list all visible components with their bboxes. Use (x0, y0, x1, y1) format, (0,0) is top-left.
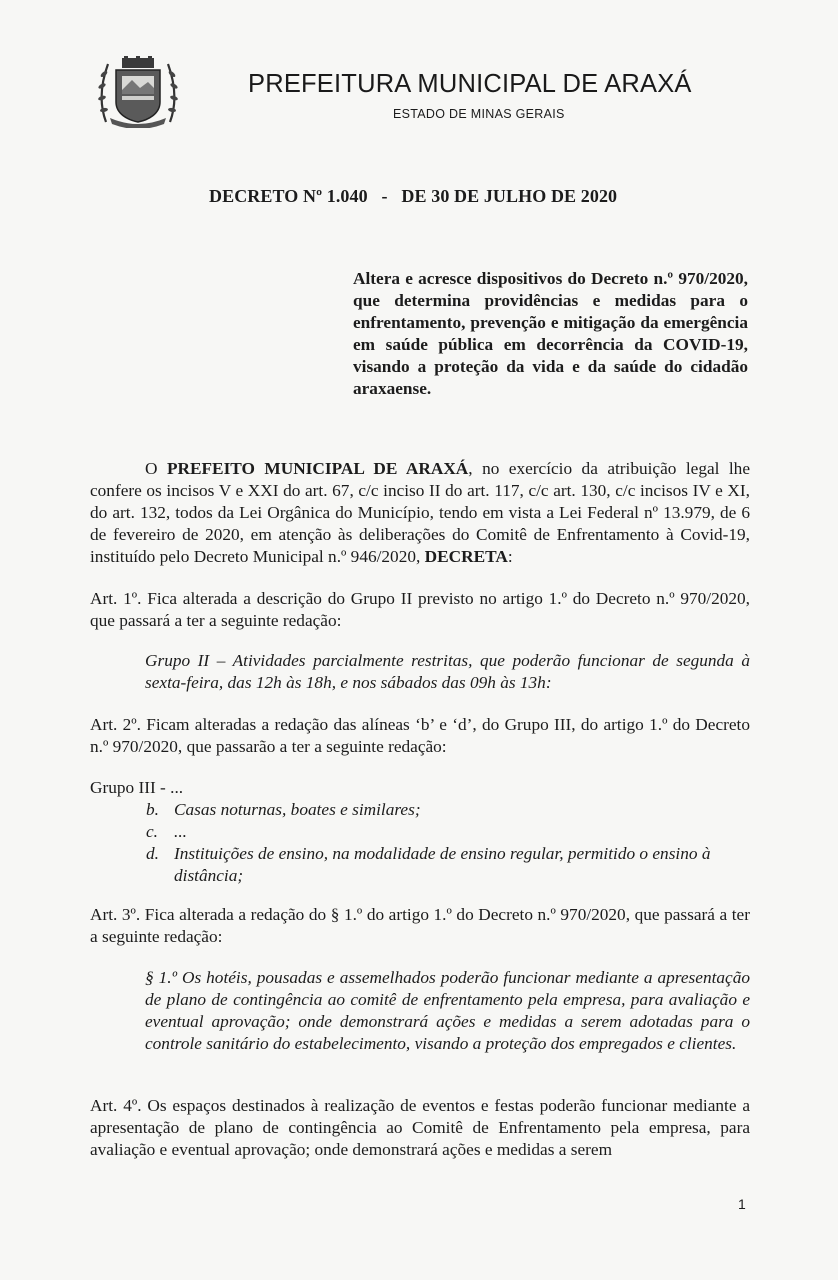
coat-of-arms-icon (98, 56, 178, 128)
preamble-authority: PREFEITO MUNICIPAL DE ARAXÁ (166, 459, 469, 478)
preamble-decreta: DECRETA (424, 547, 508, 566)
group-3-list (146, 799, 750, 887)
article-4: Art. 4º. Os espaços destinados à realização de eventos e festas poderão funcionar mediante a apresentação de plano de contingência ao Comitê de Enfrentamento pela empresa, para avaliação e eventual aprovação; onde demonstrará ações e medidas a serem (90, 1096, 750, 1159)
preamble (90, 458, 750, 568)
header-subtitle: ESTADO DE MINAS GERAIS (393, 107, 565, 121)
list-item (146, 799, 750, 821)
header-title: PREFEITURA MUNICIPAL DE ARAXÁ (248, 70, 692, 98)
decree-title: DECRETO Nº 1.040 - DE 30 DE JULHO DE 2020 (209, 186, 618, 206)
article-1: Art. 1º. Fica alterada a descrição do Grupo II previsto no artigo 1.º do Decreto n.º 970/2020, que passará a ter a seguinte redação: (90, 589, 750, 630)
list-marker: b. (146, 800, 159, 819)
list-text: Casas noturnas, boates e similares; (174, 800, 421, 819)
preamble-text: , no exercício da atribuição legal lhe confere os incisos V e XXI do art. 67, c/c inciso II do art. 117, c/c art. 130, c/c incisos IV e XI, do art. 132, todos da Lei Orgânica do Município, tendo em vista a Lei Federal nº 13.979, de 6 de fevereiro de 2020, em atenção às deliberações do Comitê de Enfrentamento à Covid-19, instituído pelo Decreto Municipal n.º 946/2020, (90, 459, 750, 566)
list-text: Instituições de ensino, na modalidade de ensino regular, permitido o ensino à distância; (174, 844, 711, 885)
page-number: 1 (738, 1196, 746, 1212)
list-item (146, 821, 750, 843)
article-1-quote: Grupo II – Atividades parcialmente restritas, que poderão funcionar de segunda à sexta-feira, das 12h às 18h, e nos sábados das 09h às 13h: (145, 651, 750, 692)
article-2: Art. 2º. Ficam alteradas a redação das alíneas ‘b’ e ‘d’, do Grupo III, do artigo 1.º do Decreto n.º 970/2020, que passarão a ter a seguinte redação: (90, 715, 750, 756)
list-marker: d. (146, 844, 159, 863)
preamble-tail: : (507, 547, 513, 566)
list-item (146, 843, 750, 887)
article-3-quote: § 1.º Os hotéis, pousadas e assemelhados poderão funcionar mediante a apresentação de plano de contingência ao comitê de enfrentamento pela empresa, para avaliação e eventual aprovação; onde demonstrará ações e medidas a serem adotadas para o controle sanitário do estabelecimento, visando a proteção dos empregados e clientes. (145, 968, 750, 1053)
preamble-lead: O (145, 459, 167, 478)
list-text: ... (174, 822, 187, 841)
article-3: Art. 3º. Fica alterada a redação do § 1.º do artigo 1.º do Decreto n.º 970/2020, que passará a ter a seguinte redação: (90, 905, 750, 946)
list-marker: c. (146, 822, 158, 841)
group-3-heading: Grupo III - ... (90, 778, 184, 797)
decree-summary: Altera e acresce dispositivos do Decreto n.º 970/2020, que determina providências e medidas para o enfrentamento, prevenção e mitigação da emergência em saúde pública em decorrência da COVID-19, visando a proteção da vida e da saúde do cidadão araxaense. (353, 269, 748, 398)
